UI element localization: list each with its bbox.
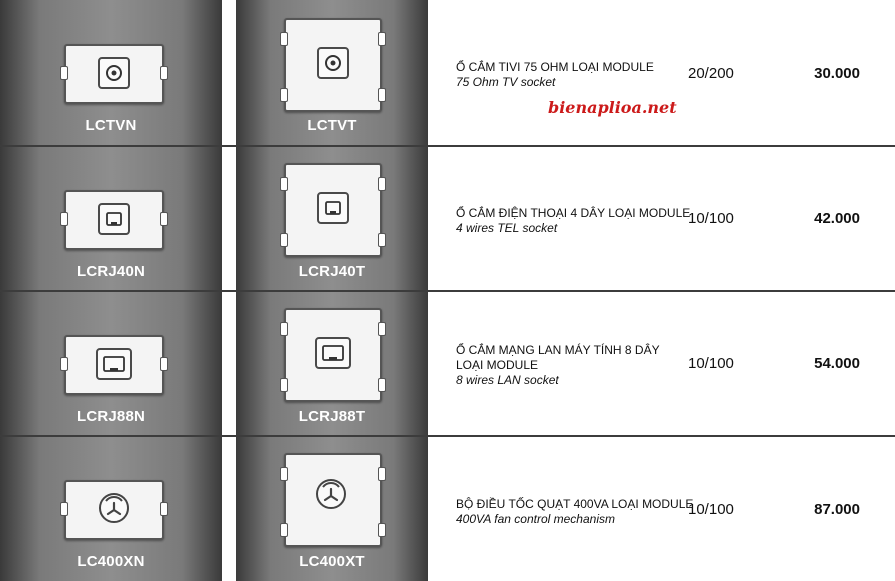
pack-quantity: 20/200 [688,65,734,82]
product-row [0,145,895,290]
description-vi: Ổ CẮM TIVI 75 OHM LOẠI MODULE [456,60,654,74]
description-en: 400VA fan control mechanism [456,512,615,526]
watermark: bienaplioa.net [548,98,677,117]
module-rect [284,18,382,112]
description-en: 8 wires LAN socket [456,373,559,387]
product-row [0,290,895,435]
module-square [64,44,164,104]
module-square [64,480,164,540]
description-en: 4 wires TEL socket [456,221,558,235]
description-vi: Ổ CẮM ĐIỆN THOẠI 4 DÂY LOẠI MODULE [456,206,691,220]
price: 54.000 [814,355,860,372]
description-vi: Ổ CẮM MẠNG LAN MÁY TÍNH 8 DÂY [456,343,660,357]
product-description [456,343,660,388]
price: 42.000 [814,210,860,227]
module-rect [284,163,382,257]
product-code-rect: LCRJ40T [298,263,366,280]
rj11-phone-icon [317,192,349,224]
product-description [456,497,693,527]
description-vi: BỘ ĐIỀU TỐC QUẠT 400VA LOẠI MODULE [456,497,694,511]
product-code-square: LC400XN [77,553,145,570]
pack-quantity: 10/100 [688,501,734,518]
product-description [456,206,690,236]
module-rect [284,308,382,402]
product-code-rect: LCRJ88T [298,408,366,425]
module-square [64,190,164,250]
pack-quantity: 10/100 [688,355,734,372]
coax-tv-icon [317,47,349,79]
product-row [0,0,895,145]
pack-quantity: 10/100 [688,210,734,227]
price: 30.000 [814,65,860,82]
fan-dial-icon [96,490,132,526]
description-vi-line2: LOẠI MODULE [456,358,539,372]
product-code-rect: LCTVT [307,117,357,134]
product-code-square: LCRJ40N [76,263,146,280]
product-description [456,60,654,90]
rj45-lan-icon [96,348,132,380]
product-row [0,435,895,581]
coax-tv-icon [98,57,130,89]
price: 87.000 [814,501,860,518]
description-en: 75 Ohm TV socket [456,75,556,89]
fan-dial-icon [313,476,349,512]
rj11-phone-icon [98,203,130,235]
module-square [64,335,164,395]
rj45-lan-icon [315,337,351,369]
module-rect [284,453,382,547]
product-code-square: LCRJ88N [76,408,146,425]
product-code-rect: LC400XT [299,553,365,570]
product-code-square: LCTVN [85,117,137,134]
